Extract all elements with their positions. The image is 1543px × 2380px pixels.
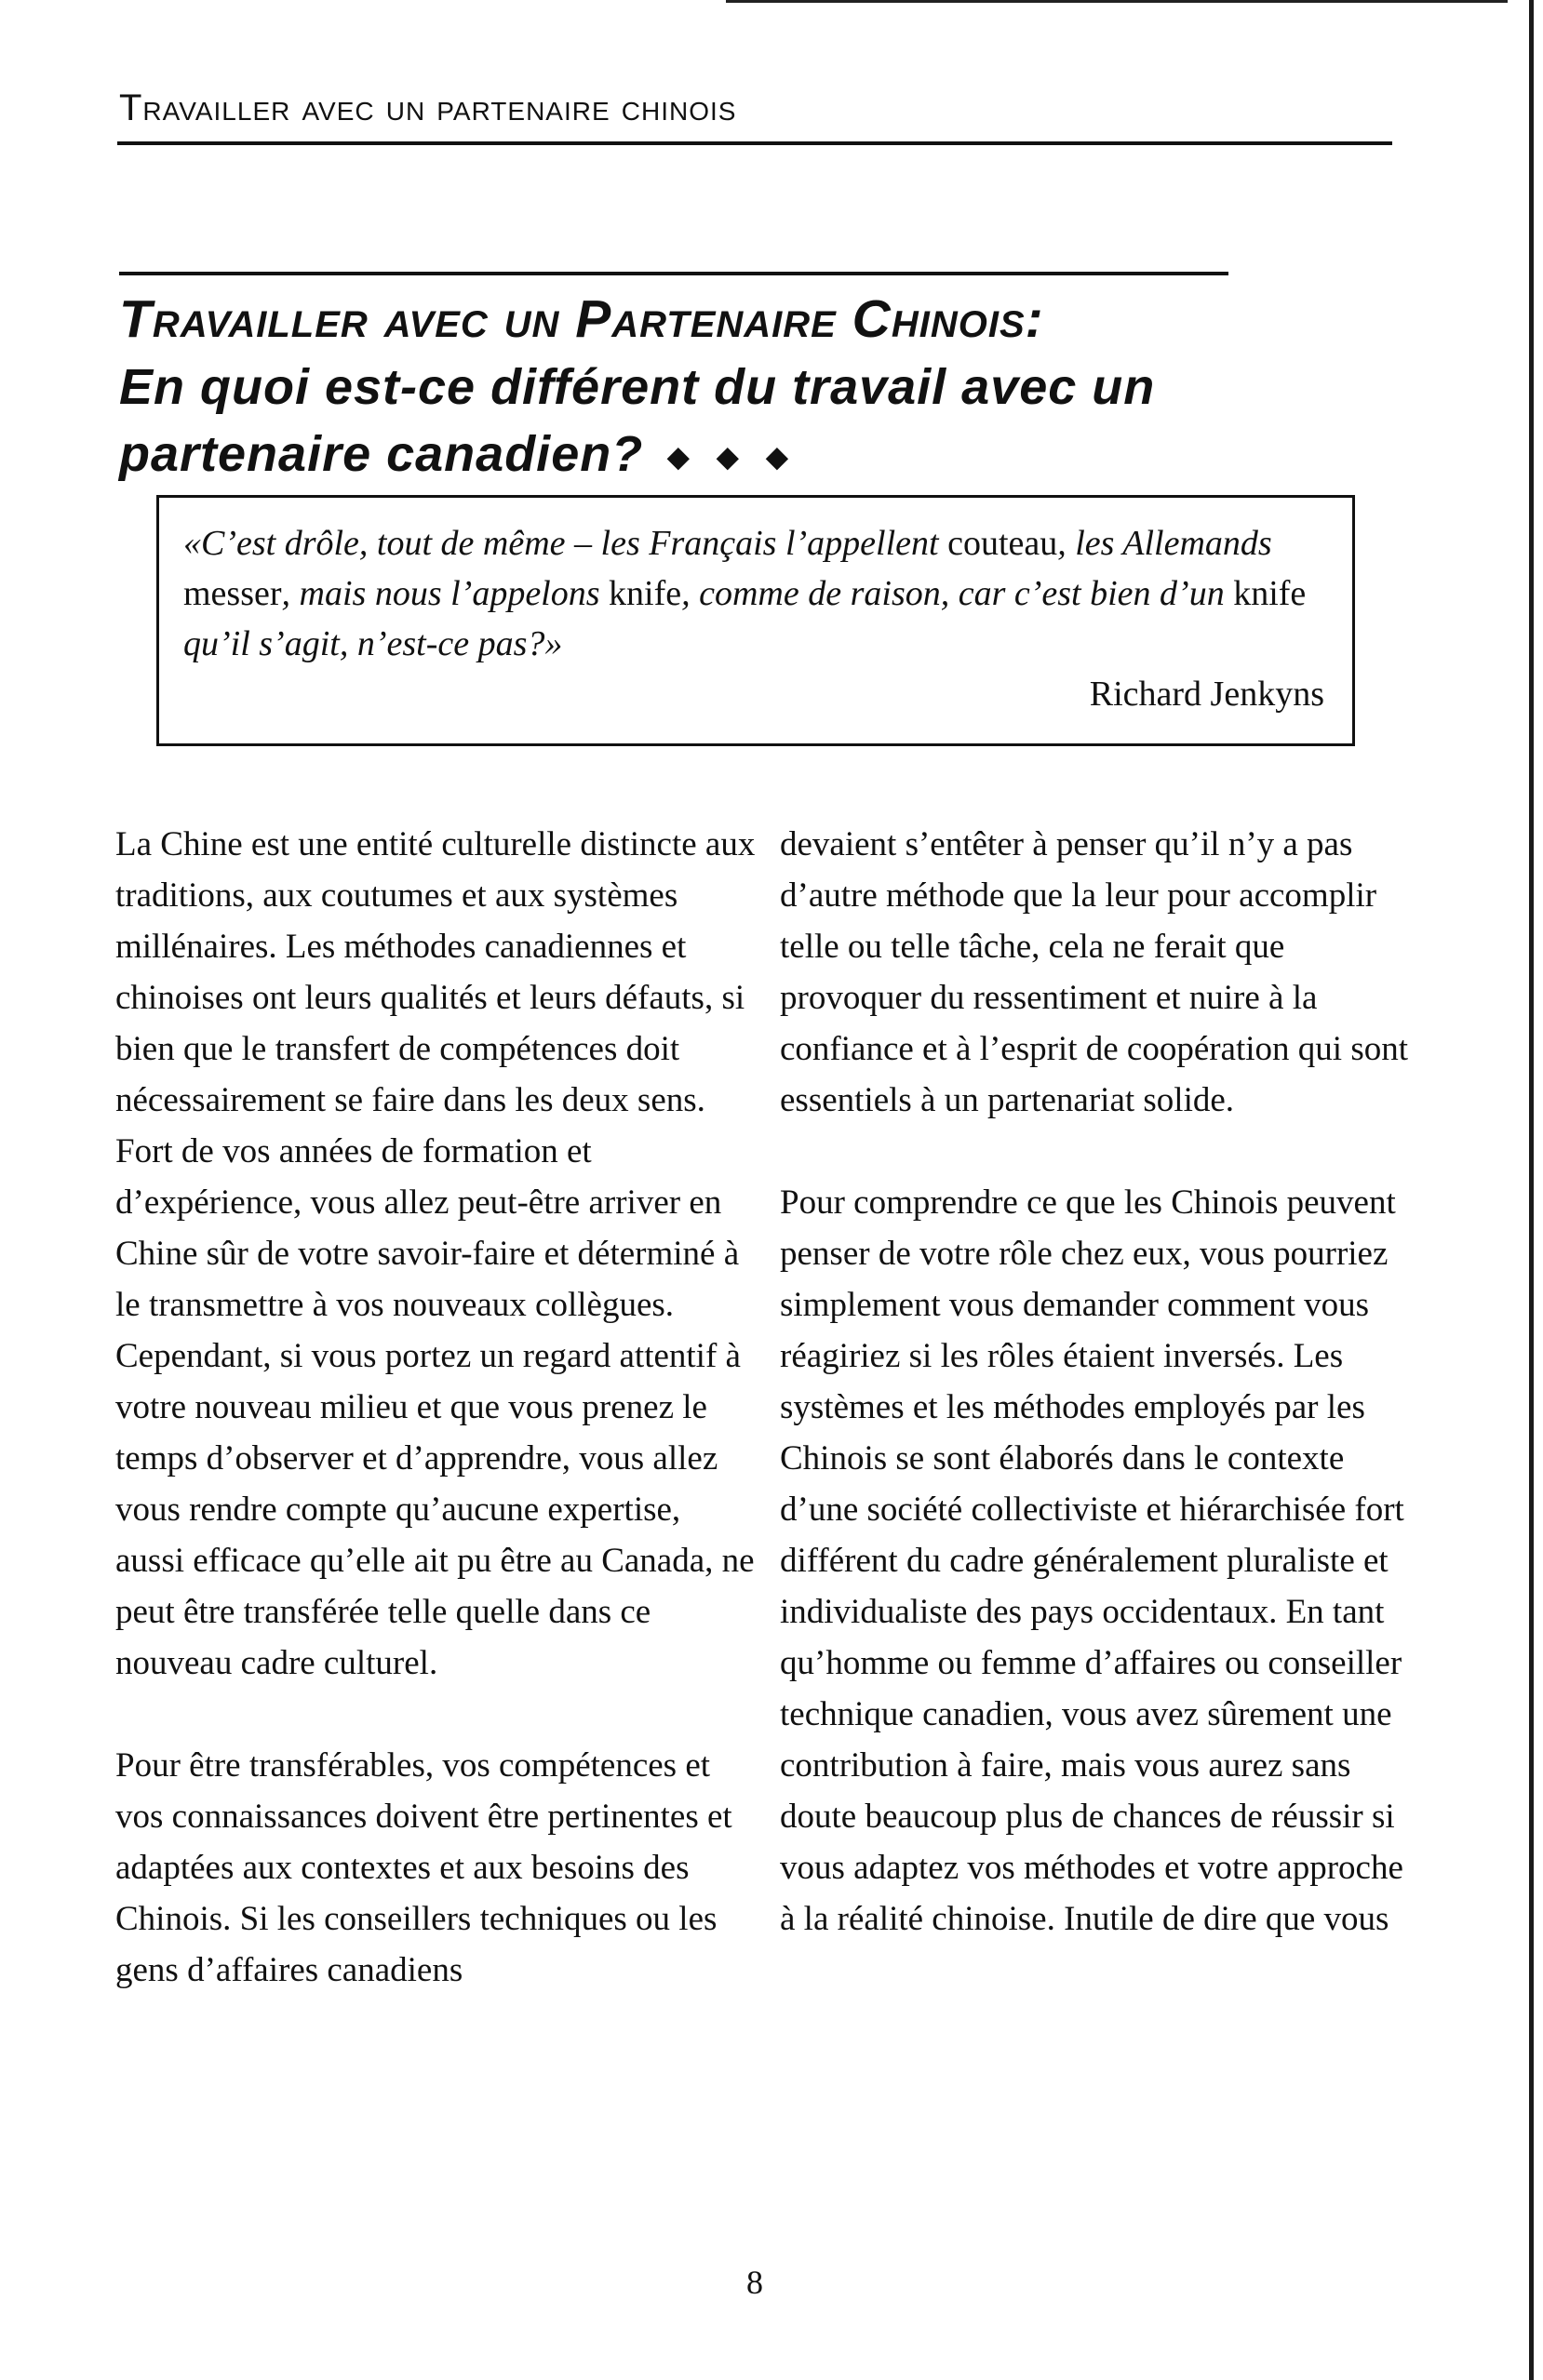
scan-top-rule: [726, 0, 1508, 3]
right-column: [780, 819, 1422, 1996]
paragraph: Pour être transférables, vos compétences et vos connaissances doivent être pertinentes et adaptées aux contextes et aux besoins des Chinois. Si les conseillers techniques ou les gens d’affaires canadiens: [115, 1746, 732, 1989]
epigraph-segment: , comme de raison, car c’est bien d’un: [681, 574, 1234, 613]
epigraph-segment: messer: [183, 574, 282, 613]
epigraph-segment: , mais nous l’appelons: [281, 574, 610, 613]
epigraph-box: [156, 495, 1355, 746]
chapter-subtitle: [119, 354, 1273, 491]
header-rule: [117, 141, 1392, 145]
paragraph: devaient s’entêter à penser qu’il n’y a pas d’autre méthode que la leur pour accomplir telle ou telle tâche, cela ne ferait que provoquer du ressentiment et nuire à la confiance et à l’esprit de coopération qui sont essentiels à un partenariat solide.: [780, 825, 1408, 1119]
title-block: [119, 285, 1329, 491]
left-column: [115, 819, 758, 2047]
title-rule: [119, 272, 1228, 275]
epigraph-quote: [183, 518, 1324, 669]
epigraph-segment: knife: [1233, 574, 1307, 613]
running-title: Travailler avec un partenaire chinois: [119, 87, 737, 128]
paragraph: La Chine est une entité culturelle distincte aux traditions, aux coutumes et aux systèmes millénaires. Les méthodes canadiennes et chinoises ont leurs qualités et leurs défauts, si bien que le transfert de compétences doit nécessairement se faire dans les deux sens. Fort de vos années de formation et d’expérience, vous allez peut-être arriver en Chine sûr de votre savoir-faire et déterminé à le transmettre à vos nouveaux collègues. Cependant, si vous portez un regard attentif à votre nouveau milieu et que vous prenez le temps d’observer et d’apprendre, vous allez vous rendre compte qu’aucune expertise, aussi efficace qu’elle ait pu être au Canada, ne peut être transférée telle quelle dans ce nouveau cadre culturel.: [115, 825, 756, 1682]
scan-right-edge: [1529, 0, 1534, 2380]
epigraph-segment: qu’il s’agit, n’est-ce pas?»: [183, 624, 563, 663]
epigraph-segment: «C’est drôle, tout de même – les Français l’appellent: [183, 524, 948, 563]
epigraph-segment: couteau: [947, 524, 1058, 563]
page-number: 8: [746, 2264, 763, 2301]
paragraph: Pour comprendre ce que les Chinois peuvent penser de votre rôle chez eux, vous pourriez simplement vous demander comment vous réagiriez si les rôles étaient inversés. Les systèmes et les méthodes employés par les Chinois se sont élaborés dans le contexte d’une société collectiviste et hiérarchisée fort différent du cadre généralement pluraliste et individualiste des pays occidentaux. En tant qu’homme ou femme d’affaires ou conseiller technique canadien, vous avez sûrement une contribution à faire, mais vous aurez sans doute beaucoup plus de chances de réussir si vous adaptez vos méthodes et votre approche à la réalité chinoise. Inutile de dire que vous: [780, 1183, 1404, 1938]
chapter-subtitle-text: En quoi est-ce différent du travail avec un partenaire canadien?: [119, 359, 1156, 482]
epigraph-segment: knife: [609, 574, 682, 613]
chapter-title: Travailler avec un Partenaire Chinois:: [119, 289, 1044, 349]
diamond-ornament-icon: ◆◆◆: [667, 441, 816, 473]
epigraph-author: Richard Jenkyns: [1089, 675, 1324, 714]
epigraph-segment: , les Allemands: [1057, 524, 1272, 563]
